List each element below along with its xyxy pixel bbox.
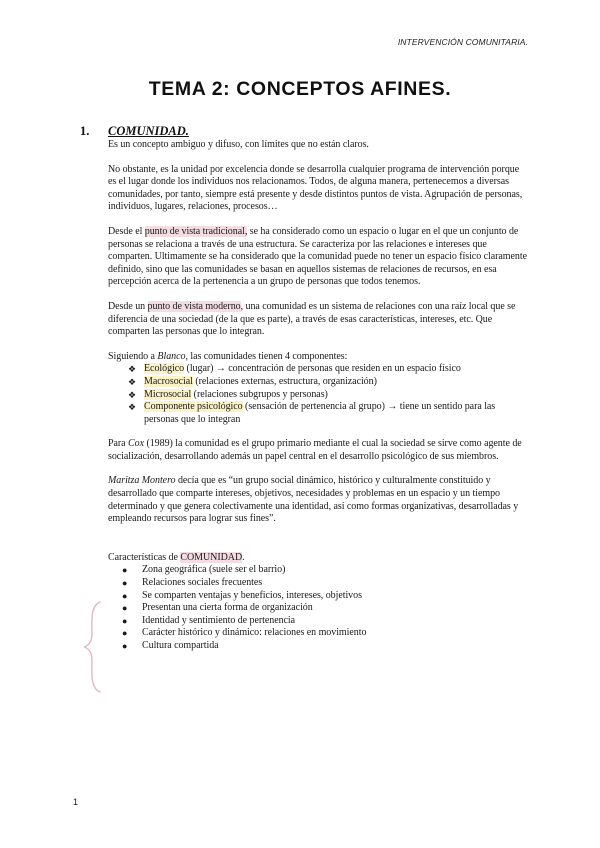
highlight-comunidad: COMUNIDAD	[180, 551, 243, 563]
bullet-icon: ●	[122, 590, 128, 601]
bullet-icon: ●	[122, 615, 128, 626]
characteristics-heading	[108, 552, 528, 565]
bullet-icon: ●	[122, 578, 128, 589]
text-run: , una comunidad es un sistema de relaciones con una raíz local que se diferencia de una sociedad (de la que es parte), a través de esas características, intereses, etc. Que comparten las personas que lo integran.	[108, 300, 516, 338]
list-item-text: Cultura compartida	[142, 640, 219, 651]
text-run: Para	[108, 438, 129, 450]
diamond-bullet-icon: ❖	[128, 402, 137, 413]
section-title: COMUNIDAD.	[108, 124, 189, 138]
section-number: 1.	[80, 124, 90, 138]
bullet-icon: ●	[122, 641, 128, 651]
section-heading	[80, 124, 189, 139]
paragraph-traditional	[108, 226, 528, 289]
list-item-text: Zona geográfica (suele ser el barrio)	[142, 564, 286, 576]
paragraph-modern	[108, 301, 528, 339]
list-item	[122, 640, 528, 653]
text-run: (lugar) → concentración de personas que residen en un espacio físico	[184, 363, 461, 375]
diamond-bullet-icon: ❖	[128, 389, 137, 400]
list-item	[122, 627, 528, 640]
text-run: se ha considerado como un espacio o lugar en el que un conjunto de personas se relaciona a través de una estructura. Se caracteriza por las relaciones e intereses que comparten. Ultimamente se ha considerado que la comunidad puede no tener un espacio físico claramente definido, sino que las comunidades se basan en aquellos sistemas de relaciones de recursos, en esa percepción acerca de la pertenencia a un grupo de personas que todos tenemos.	[108, 225, 527, 288]
list-item	[118, 401, 528, 426]
list-item-text: Relaciones sociales frecuentes	[142, 577, 263, 589]
highlight-term: Macrosocial	[144, 375, 193, 387]
author-cox: Cox	[128, 438, 144, 450]
text-run: Siguiendo a	[108, 350, 158, 362]
list-item	[118, 389, 528, 402]
intro-paragraph: Es un concepto ambiguo y difuso, con límites que no están claros.	[108, 139, 369, 150]
paragraph-cox	[108, 438, 528, 463]
list-item	[122, 590, 528, 603]
document-body	[108, 139, 528, 653]
characteristics-list	[108, 564, 528, 652]
characteristics-block	[108, 552, 528, 653]
blanco-intro	[108, 351, 528, 364]
text-run: Características de	[108, 551, 181, 563]
list-item-text: Carácter histórico y dinámico: relaciones en movimiento	[142, 627, 367, 639]
text-run: (relaciones subgrupos y personas)	[191, 388, 328, 400]
author-blanco: Blanco	[157, 350, 186, 362]
list-item-text: Presentan una cierta forma de organización	[142, 602, 313, 614]
diamond-bullet-icon: ❖	[128, 376, 137, 387]
list-item	[118, 363, 528, 376]
list-item	[122, 564, 528, 577]
page-title: TEMA 2: CONCEPTOS AFINES.	[148, 78, 452, 100]
list-item	[122, 602, 528, 615]
text-run: (1989) la comunidad es el grupo primario mediante el cual la sociedad se sirve como agente de socialización, desarrollando además un papel central en el desarrollo psicológico de sus miembros.	[108, 438, 522, 462]
list-item-text: Se comparten ventajas y beneficios, intereses, objetivos	[142, 589, 362, 601]
text-run: Desde el	[108, 225, 145, 237]
paragraph-unit: No obstante, es la unidad por excelencia donde se desarrolla cualquier programa de intervención porque es el lugar donde los individuos nos relacionamos. Todos, de alguna manera, pertenecemos a diversas comunidades, por tanto, siempre está presente y desde distintos puntos de vista. Agrupación de personas, individuos, lugares, relaciones, procesos…	[108, 163, 523, 213]
page-number: 1	[73, 797, 79, 807]
highlight-term: Componente psicológico	[144, 401, 243, 413]
list-item-text: Identidad y sentimiento de pertenencia	[142, 614, 296, 626]
curly-brace-icon	[80, 600, 104, 694]
list-item	[122, 615, 528, 628]
highlight-modern: punto de vista moderno	[147, 300, 241, 312]
bullet-icon: ●	[122, 603, 128, 614]
list-item	[118, 376, 528, 389]
paragraph-montero	[108, 475, 528, 525]
diamond-bullet-icon: ❖	[128, 364, 137, 375]
text-run: (relaciones externas, estructura, organización)	[192, 375, 377, 387]
page-header: INTERVENCIÓN COMUNITARIA.	[397, 37, 528, 47]
highlight-term: Microsocial	[144, 388, 192, 400]
text-run: decía que es “un grupo social dinámico, histórico y culturalmente constituido y desarrollado que comparte intereses, objetivos, necesidades y problemas en un espacio y un tiempo determinado y que genera colectivamente una identidad, así como formas organizativas, desarrolladas y empleando recursos para lograr sus fines”.	[108, 475, 519, 525]
highlight-traditional: punto de vista tradicional,	[144, 225, 248, 237]
text-run: Desde un	[108, 300, 148, 312]
text-run: , las comunidades tienen 4 componentes:	[185, 350, 348, 362]
list-item	[122, 577, 528, 590]
text-run: (sensación de pertenencia al grupo) → tiene un sentido para las personas que lo integran	[144, 401, 496, 425]
bullet-icon: ●	[122, 628, 128, 639]
highlight-term: Ecológico	[144, 363, 185, 375]
text-run: .	[242, 551, 245, 563]
author-montero: Maritza Montero	[108, 475, 176, 487]
components-list	[108, 363, 528, 426]
bullet-icon: ●	[122, 565, 128, 576]
